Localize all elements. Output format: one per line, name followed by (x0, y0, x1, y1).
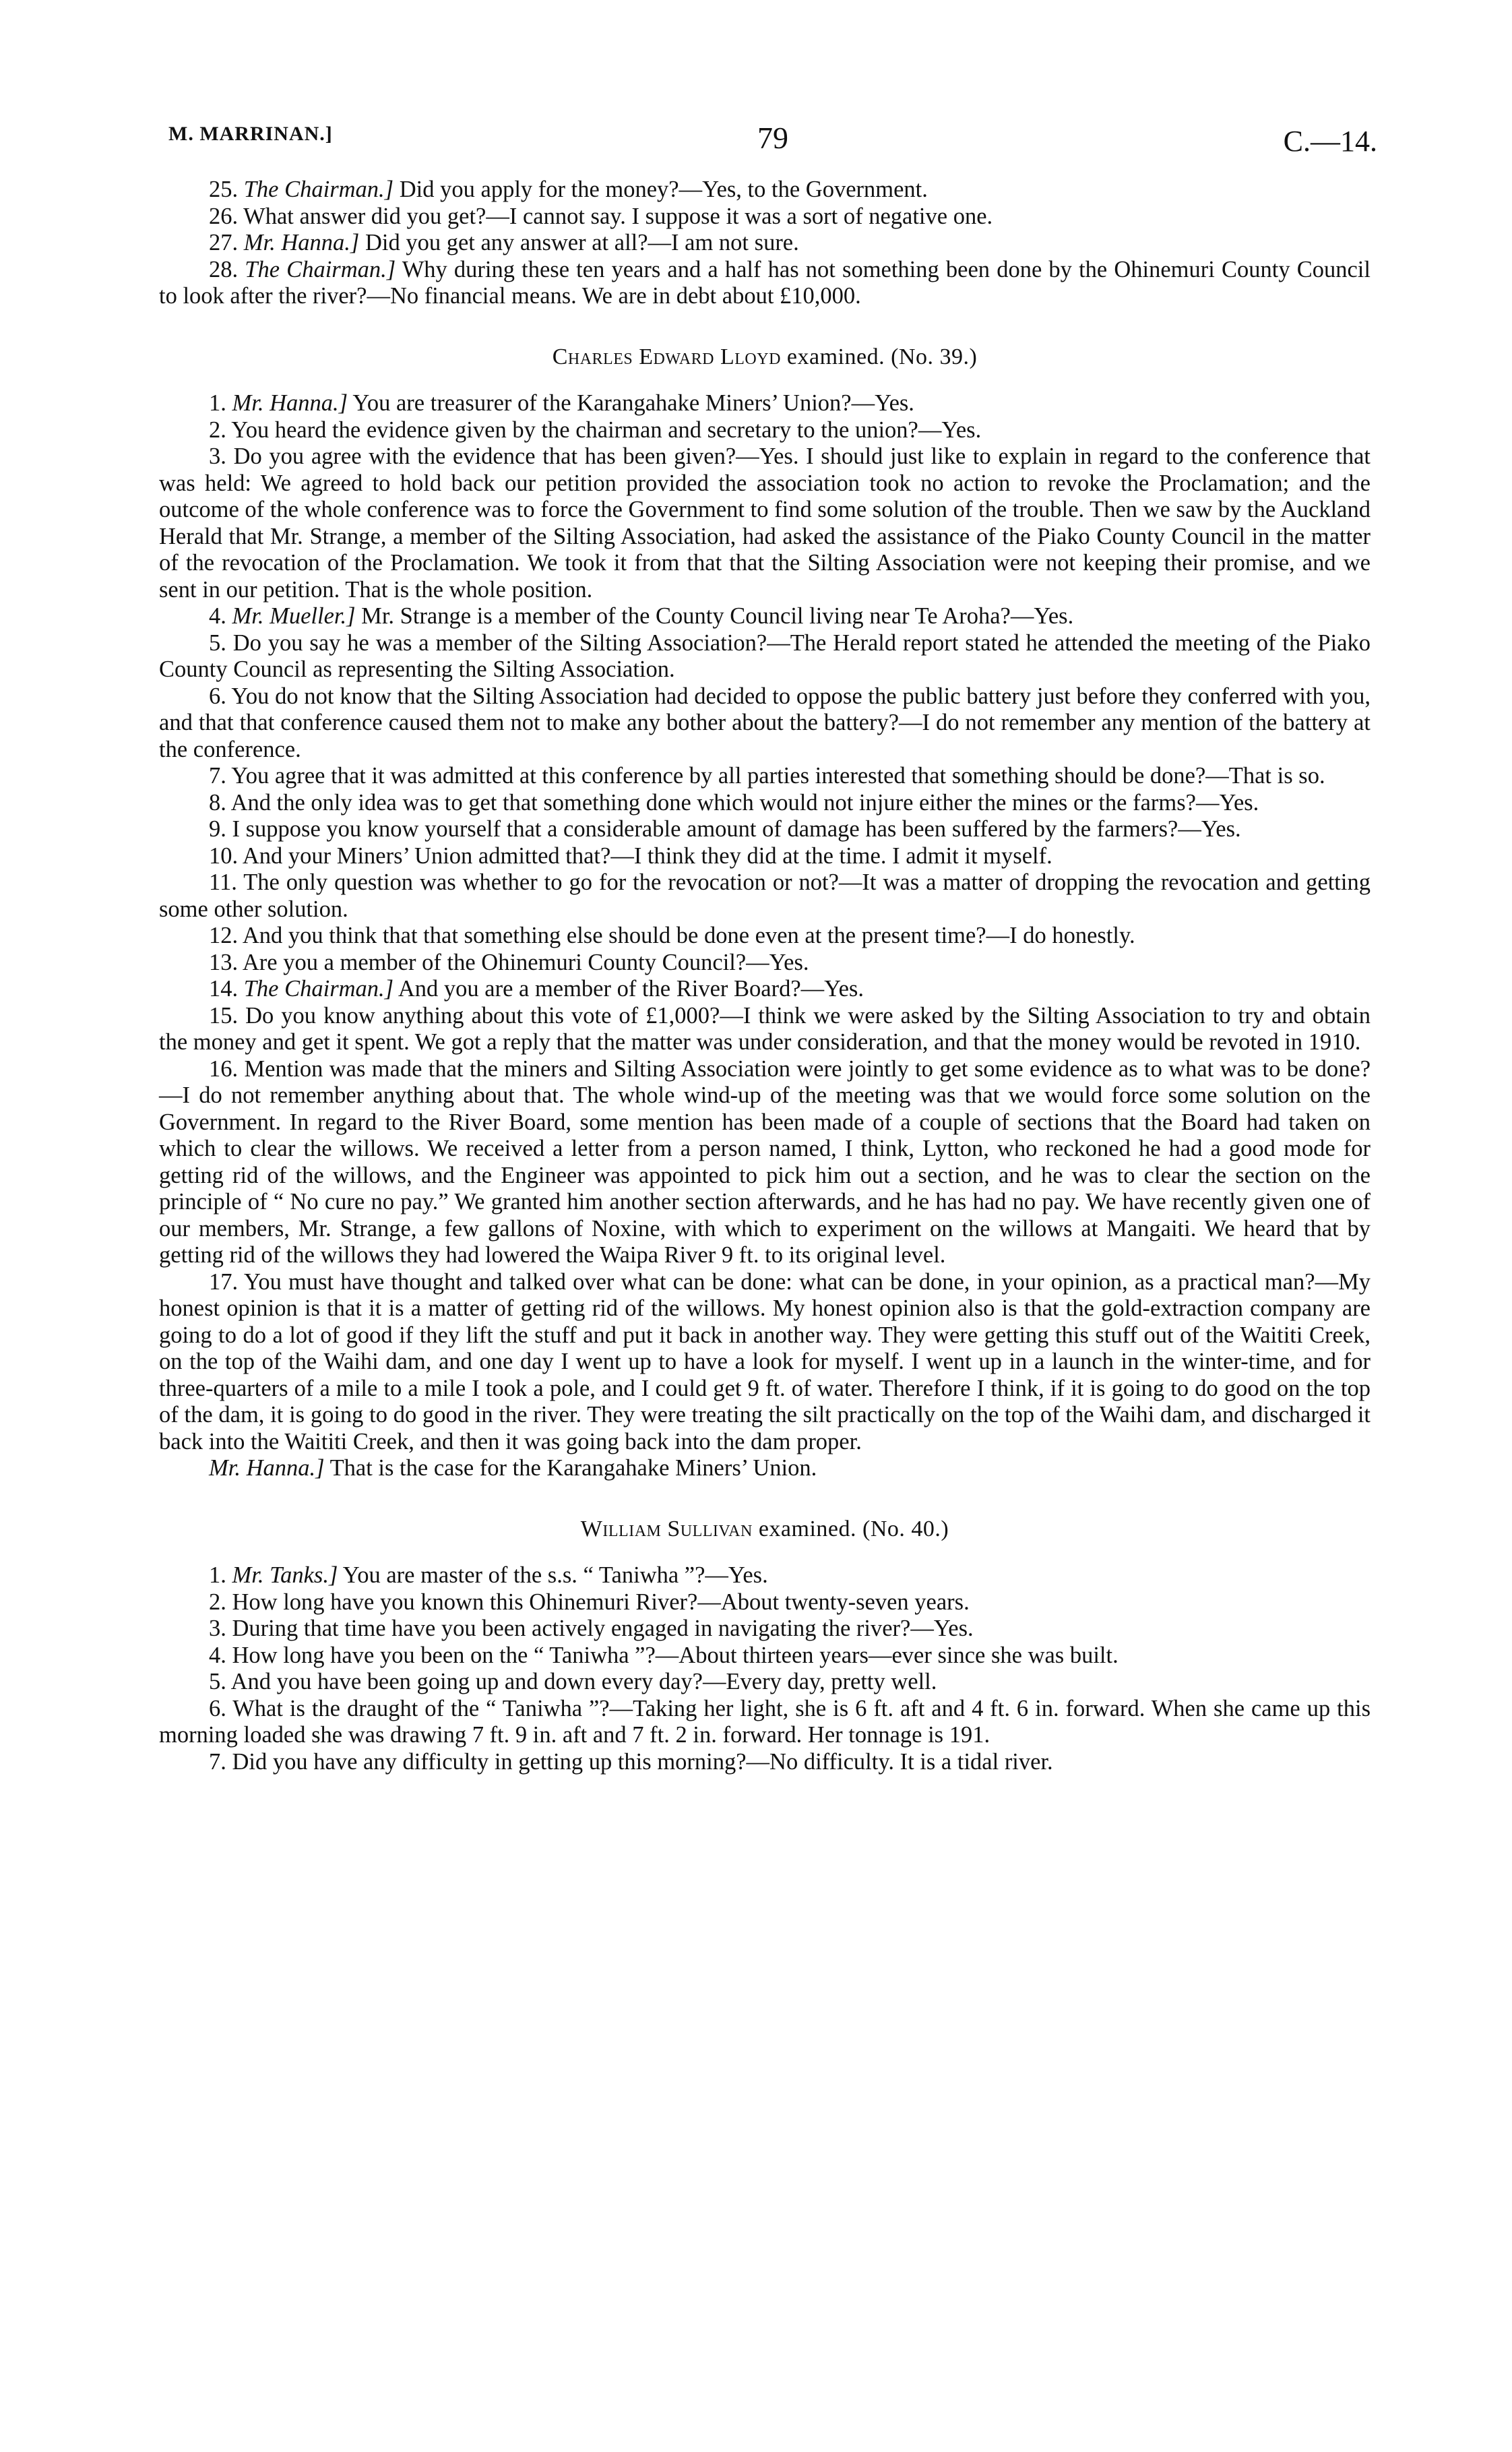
testimony-text: And you are a member of the River Board?—Yes. (393, 976, 864, 1002)
witness-name: Charles Edward Lloyd (552, 344, 781, 369)
question-number: 27. (209, 230, 239, 255)
testimony-paragraph (159, 603, 1371, 630)
question-number: 9. (209, 816, 226, 842)
question-number: 10. (209, 842, 239, 869)
testimony-paragraph (159, 843, 1371, 870)
question-number: 4. (209, 603, 226, 629)
speaker-name: Mr. Tanks.] (232, 1562, 338, 1588)
speaker-name: Mr. Mueller.] (232, 603, 356, 629)
testimony-text: Mr. Strange is a member of the County Council living near Te Aroha?—Yes. (355, 603, 1074, 629)
testimony-paragraph (159, 869, 1371, 923)
testimony-text: Did you have any difficulty in getting up this morning?—No difficulty. It is a tidal river. (232, 1748, 1053, 1775)
testimony-paragraph (159, 177, 1371, 204)
testimony-paragraph (159, 950, 1371, 977)
question-number: 5. (209, 1669, 226, 1694)
testimony-paragraph (159, 1616, 1371, 1643)
question-number: 13. (209, 949, 239, 975)
question-number: 5. (209, 630, 226, 656)
testimony-paragraph (159, 204, 1371, 231)
testimony-text: And you think that that something else should be done even at the present time?—I do honestly. (242, 923, 1135, 948)
testimony-paragraph (159, 1269, 1371, 1456)
testimony-text: During that time have you been actively engaged in navigating the river?—Yes. (232, 1616, 974, 1641)
page-content (159, 177, 1371, 1775)
witness-name: William Sullivan (580, 1516, 753, 1541)
testimony-paragraph (159, 417, 1371, 444)
page-header (168, 120, 1377, 160)
testimony-text: Do you agree with the evidence that has been given?—Yes. I should just like to explain in regard to the conference that was held: We agreed to hold back our petition provided the association took no action to revoke the Proclamation; and the outcome of the whole conference was to force the Government to find some solution of the trouble. Then we saw by the Auckland Herald that Mr. Strange, a member of the Silting Association, had asked the assistance of the Piako County Council in the matter of the revocation of the Proclamation. We took it from that that the Silting Association were not keeping their promise, and we sent in our petition. That is the whole position. (159, 443, 1371, 603)
question-number: 2. (209, 1589, 226, 1615)
testimony-paragraph (159, 1562, 1371, 1589)
testimony-text: And you have been going up and down every day?—Every day, pretty well. (230, 1669, 937, 1694)
testimony-text: How long have you known this Ohinemuri River?—About twenty-seven years. (232, 1589, 970, 1615)
testimony-text: Mention was made that the miners and Silting Association were jointly to get some evidence as to what was to be done?—I do not remember anything about that. The whole wind-up of the meeting was that we would force some solution on the Government. In regard to the River Board, some mention has been made of a couple of sections that the Board had taken on which to clear the willows. We received a letter from a person named, I think, Lytton, who reckoned he had a good mode for getting rid of the willows, and the Engineer was appointed to pick him out a section, and he was to clear the section on the principle of “ No cure no pay.” We granted him another section afterwards, and he has had no pay. We have recently given one of our members, Mr. Strange, a few gallons of Noxine, with which to experiment on the willows at Mangaiti. We heard that by getting rid of the willows they had lowered the Waipa River 9 ft. to its original level. (159, 1055, 1371, 1268)
testimony-paragraph (159, 683, 1371, 764)
witness-heading-suffix: examined. (No. 40.) (752, 1516, 949, 1541)
testimony-text: And the only idea was to get that something done which would not injure either the mines or the farms?—Yes. (230, 789, 1259, 816)
testimony-paragraph (159, 1589, 1371, 1616)
question-number: 1. (209, 390, 226, 416)
header-witness-name: M. MARRINAN.] (168, 123, 333, 145)
question-number: 8. (209, 789, 226, 816)
testimony-paragraph (159, 1749, 1371, 1776)
testimony-text: And your Miners’ Union admitted that?—I think they did at the time. I admit it myself. (242, 842, 1052, 869)
testimony-text: That is the case for the Karangahake Miners’ Union. (324, 1455, 817, 1481)
page-number: 79 (757, 121, 788, 155)
witness-heading-lloyd (159, 344, 1371, 371)
speaker-name: The Chairman.] (243, 177, 394, 202)
speaker-name: Mr. Hanna.] (209, 1455, 325, 1481)
testimony-text: How long have you been on the “ Taniwha ”?—About thirteen years—ever since she was built. (232, 1642, 1119, 1668)
testimony-text: You are master of the s.s. “ Taniwha ”?—Yes. (338, 1562, 768, 1588)
testimony-paragraph (159, 1669, 1371, 1696)
testimony-text: Did you get any answer at all?—I am not sure. (359, 230, 799, 255)
testimony-text: Are you a member of the Ohinemuri County Council?—Yes. (242, 949, 809, 975)
testimony-paragraph (159, 763, 1371, 790)
section-sullivan-evidence (159, 1562, 1371, 1775)
testimony-text: Did you apply for the money?—Yes, to the Government. (393, 177, 928, 202)
testimony-paragraph (159, 390, 1371, 417)
question-number: 7. (209, 1748, 226, 1775)
speaker-name: Mr. Hanna.] (243, 230, 360, 255)
testimony-paragraph (159, 230, 1371, 257)
question-number: 6. (209, 683, 226, 709)
section-lloyd-evidence (159, 390, 1371, 1482)
witness-heading-sullivan (159, 1516, 1371, 1543)
speaker-name: The Chairman.] (245, 256, 396, 282)
testimony-text: You do not know that the Silting Association had decided to oppose the public battery just before they conferred with you, and that that conference caused them not to make any bother about the battery?—I do not remember any mention of the battery at the conference. (159, 683, 1371, 762)
section-marrinan-evidence (159, 177, 1371, 310)
question-number: 4. (209, 1642, 226, 1668)
testimony-text: You heard the evidence given by the chairman and secretary to the union?—Yes. (231, 417, 982, 443)
testimony-paragraph (159, 443, 1371, 603)
testimony-text: Do you know anything about this vote of £1,000?—I think we were asked by the Silting Association to try and obtain the money and get it spent. We got a reply that the matter was under consideration, and that the money would be revoted in 1910. (159, 1002, 1371, 1055)
question-number: 2. (209, 417, 226, 443)
question-number: 11. (209, 869, 237, 895)
question-number: 14. (209, 976, 239, 1002)
question-number: 3. (209, 1616, 226, 1641)
testimony-text: Do you say he was a member of the Silting Association?—The Herald report stated he attended the meeting of the Piako County Council as representing the Silting Association. (159, 630, 1371, 682)
testimony-paragraph (159, 1003, 1371, 1056)
testimony-paragraph (159, 1056, 1371, 1269)
question-number: 12. (209, 923, 239, 948)
testimony-text: What is the draught of the “ Taniwha ”?—Taking her light, she is 6 ft. aft and 4 ft. 6 in. forward. When she came up this morning loaded she was drawing 7 ft. 9 in. aft and 7 ft. 2 in. forward. Her tonnage is 191. (159, 1695, 1371, 1748)
question-number: 1. (209, 1562, 226, 1588)
testimony-text: Why during these ten years and a half has not something been done by the Ohinemuri County Council to look after the river?—No financial means. We are in debt about £10,000. (159, 256, 1371, 309)
testimony-paragraph (159, 976, 1371, 1003)
testimony-paragraph (159, 790, 1371, 817)
question-number: 28. (209, 256, 239, 282)
speaker-name: Mr. Hanna.] (232, 390, 348, 416)
question-number: 6. (209, 1695, 226, 1721)
testimony-paragraph (159, 1455, 1371, 1482)
paper-reference: C.—14. (1283, 125, 1377, 158)
question-number: 7. (209, 763, 226, 789)
question-number: 16. (209, 1055, 239, 1082)
question-number: 15. (209, 1002, 239, 1029)
testimony-text: I suppose you know yourself that a considerable amount of damage has been suffered by the farmers?—Yes. (232, 816, 1241, 842)
testimony-paragraph (159, 1643, 1371, 1669)
question-number: 25. (209, 177, 239, 202)
testimony-paragraph (159, 923, 1371, 950)
question-number: 17. (209, 1268, 239, 1295)
speaker-name: The Chairman.] (243, 976, 394, 1002)
testimony-paragraph (159, 257, 1371, 310)
testimony-text: You must have thought and talked over what can be done: what can be done, in your opinion, as a practical man?—My honest opinion is that it is a matter of getting rid of the willows. My honest opinion also is that the gold-extraction company are going to do a lot of good if they lift the stuff and put it back in another way. They were getting this stuff out of the Waititi Creek, on the top of the Waihi dam, and one day I went up to have a look for myself. I went up in a launch in the winter-time, and for three-quarters of a mile to a mile I took a pole, and I could get 9 ft. of water. Therefore I think, if it is going to do good on the top of the dam, it is going to do good in the river. They were treating the silt practically on the top of the Waihi dam, and discharged it back into the Waititi Creek, and then it was going back into the dam proper. (159, 1268, 1371, 1454)
witness-heading-suffix: examined. (No. 39.) (780, 344, 978, 369)
testimony-paragraph (159, 630, 1371, 683)
testimony-text: What answer did you get?—I cannot say. I suppose it was a sort of negative one. (243, 203, 993, 229)
testimony-text: You are treasurer of the Karangahake Miners’ Union?—Yes. (348, 390, 914, 416)
testimony-text: You agree that it was admitted at this conference by all parties interested that something should be done?—That is so. (231, 763, 1325, 789)
testimony-paragraph (159, 816, 1371, 843)
question-number: 3. (209, 443, 226, 469)
testimony-paragraph (159, 1696, 1371, 1749)
question-number: 26. (209, 203, 239, 229)
testimony-text: The only question was whether to go for the revocation or not?—It was a matter of dropping the revocation and getting some other solution. (159, 869, 1371, 922)
